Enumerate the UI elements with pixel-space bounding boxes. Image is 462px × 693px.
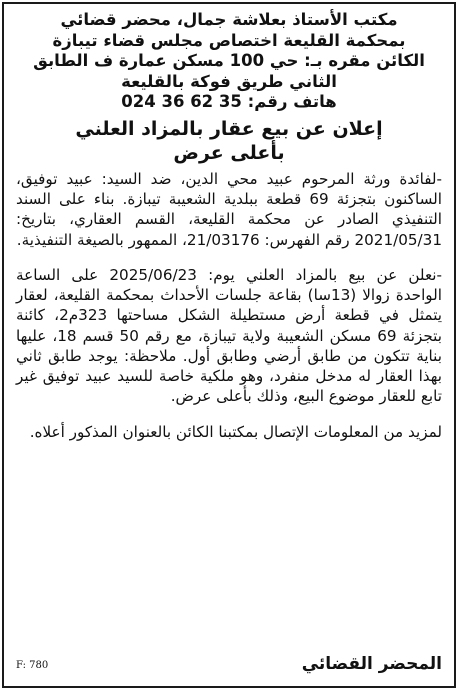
announcement-footer: [16, 654, 442, 680]
header-line-address: الكائن مقره بـ: حي 100 مسكن عمارة ف الطابق: [33, 51, 425, 71]
title-line-1: إعلان عن بيع عقار بالمزاد العلني: [75, 117, 383, 140]
announcement-title: [16, 117, 442, 165]
paragraph-contact: لمزيد من المعلومات الإتصال بمكتبنا الكائن بالعنوان المذكور أعلاه.: [29, 422, 442, 441]
office-header: [16, 10, 442, 113]
header-line-office: مكتب الأستاذ بعلاشة جمال، محضر قضائي: [60, 10, 398, 29]
bailiff-signature: المحضر القضائي: [301, 654, 442, 674]
header-line-court: بمحكمة القليعة اختصاص مجلس قضاء تيبازة: [52, 30, 406, 50]
header-line-address-cont: الثاني طريق فوكة بالقليعة: [121, 71, 337, 91]
title-line-2: بأعلى عرض: [173, 141, 285, 164]
paragraph-parties: -لفائدة ورثة المرحوم عبيد محي الدين، ضد السيد: عبيد توفيق، الساكنون بتجزئة 69 قطعة ببلدية الشعيبة تيبازة. بناء على السند التنفيذي الصادر عن محكمة القليعة، القسم العقاري، بتاريخ: 2021/05/31 رقم الفهرس: 21/03176، الممهور بالصيغة التنفيذية.: [16, 169, 442, 249]
header-line-phone: هاتف رقم: 35 62 36 024: [121, 92, 337, 112]
announcement-frame: [2, 2, 456, 688]
reference-number: F: 780: [16, 660, 49, 671]
paragraph-sale-details: -نعلن عن بيع بالمزاد العلني يوم: 2025/06/23 على الساعة الواحدة زوالا (13سا) بقاعة جلسات الأحداث بمحكمة القليعة، لعقار يتمثل في قطعة أرض مستطيلة الشكل مساحتها 323م2، كائنة بتجزئة 69 مسكن الشعيبة ولاية تيبازة، مع رقم 50 قسم 18، عليها بناية تتكون من طابق أرضي وطابق أول. ملاحظة: يوجد طابق ثاني بهذا العقار له مدخل منفرد، وهو ملكية خاصة للسيد عبيد توفيق غير تابع للعقار موضوع البيع، وذلك بأعلى عرض.: [16, 265, 442, 406]
